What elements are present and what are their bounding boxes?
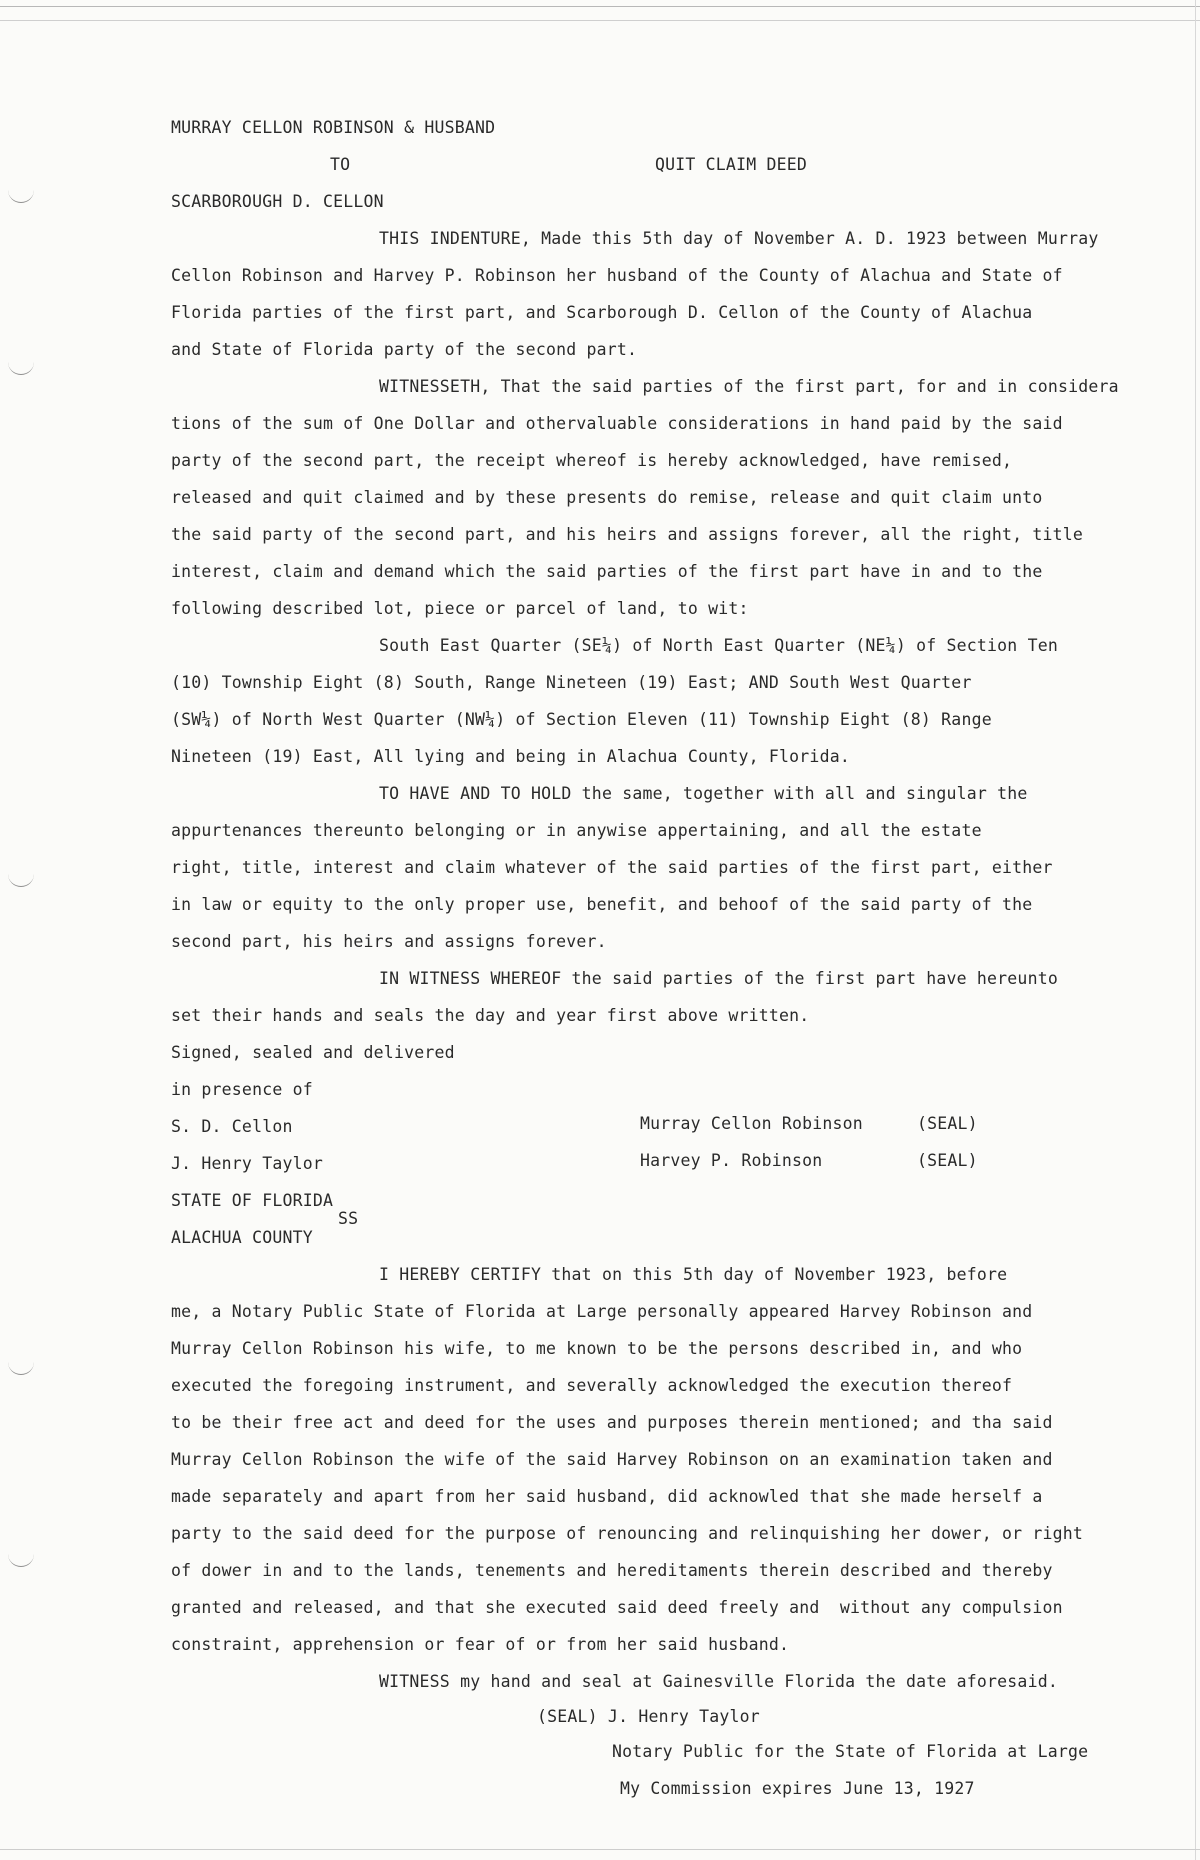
page-edge [1195, 0, 1196, 1860]
indenture-line: Florida parties of the first part, and Scarborough D. Cellon of the County of Alachua [171, 303, 1033, 322]
witness-clause-line: IN WITNESS WHEREOF the said parties of the first part have hereunto [379, 969, 1058, 988]
notary-signature: (SEAL) J. Henry Taylor [537, 1707, 760, 1726]
venue-county: ALACHUA COUNTY [171, 1228, 313, 1247]
grantor-heading: MURRAY CELLON ROBINSON & HUSBAND [171, 118, 496, 137]
witnesseth-line: WITNESSETH, That the said parties of the first part, for and in considera [379, 377, 1119, 396]
indenture-line: THIS INDENTURE, Made this 5th day of November A. D. 1923 between Murray [379, 229, 1099, 248]
witnesseth-line: following described lot, piece or parcel of land, to wit: [171, 599, 749, 618]
habendum-line: appurtenances thereunto belonging or in anywise appertaining, and all the estate [171, 821, 982, 840]
certificate-line: made separately and apart from her said husband, did acknowled that she made herself a [171, 1487, 1043, 1506]
indenture-line: and State of Florida party of the second part. [171, 340, 638, 359]
certificate-line: constraint, apprehension or fear of or from her said husband. [171, 1635, 790, 1654]
certificate-line: WITNESS my hand and seal at Gainesville Florida the date aforesaid. [379, 1672, 1058, 1691]
witnesseth-line: the said party of the second part, and his heirs and assigns forever, all the right, title [171, 525, 1084, 544]
land-description-line: Nineteen (19) East, All lying and being in Alachua County, Florida. [171, 747, 850, 766]
document-title: QUIT CLAIM DEED [655, 155, 808, 174]
signing-note: Signed, sealed and delivered [171, 1043, 455, 1062]
certificate-line: granted and released, and that she executed said deed freely and without any compulsion [171, 1598, 1063, 1617]
venue-ss: SS [338, 1209, 359, 1228]
witness-name: S. D. Cellon [171, 1117, 293, 1136]
witness-clause-line: set their hands and seals the day and year first above written. [171, 1006, 810, 1025]
top-rule [0, 6, 1200, 7]
witnesseth-line: released and quit claimed and by these presents do remise, release and quit claim unto [171, 488, 1043, 507]
notary-commission: My Commission expires June 13, 1927 [620, 1779, 975, 1798]
indenture-line: Cellon Robinson and Harvey P. Robinson her husband of the County of Alachua and State of [171, 266, 1063, 285]
certificate-line: party to the said deed for the purpose of renouncing and relinquishing her dower, or right [171, 1524, 1084, 1543]
punch-hole-mark [8, 1360, 34, 1375]
venue-state: STATE OF FLORIDA [171, 1191, 334, 1210]
certificate-line: of dower in and to the lands, tenements and hereditaments therein described and thereby [171, 1561, 1053, 1580]
certificate-line: I HEREBY CERTIFY that on this 5th day of November 1923, before [379, 1265, 1008, 1284]
seal-label: (SEAL) [917, 1151, 978, 1170]
signer-name: Murray Cellon Robinson [640, 1114, 863, 1133]
punch-hole-mark [8, 360, 34, 375]
bottom-rule [0, 1849, 1200, 1850]
certificate-line: to be their free act and deed for the uses and purposes therein mentioned; and tha said [171, 1413, 1053, 1432]
notary-title: Notary Public for the State of Florida at Large [612, 1742, 1089, 1761]
punch-hole-mark [8, 1552, 34, 1567]
top-rule-faint [0, 20, 1200, 21]
witnesseth-line: party of the second part, the receipt whereof is hereby acknowledged, have remised, [171, 451, 1013, 470]
habendum-line: second part, his heirs and assigns forever. [171, 932, 607, 951]
witness-name: J. Henry Taylor [171, 1154, 324, 1173]
habendum-line: in law or equity to the only proper use, benefit, and behoof of the said party of the [171, 895, 1033, 914]
grantee-heading: SCARBOROUGH D. CELLON [171, 192, 384, 211]
land-description-line: South East Quarter (SE¼) of North East Quarter (NE¼) of Section Ten [379, 636, 1058, 655]
land-description-line: (10) Township Eight (8) South, Range Nineteen (19) East; AND South West Quarter [171, 673, 972, 692]
signer-name: Harvey P. Robinson [640, 1151, 823, 1170]
certificate-line: me, a Notary Public State of Florida at Large personally appeared Harvey Robinson and [171, 1302, 1033, 1321]
signing-note: in presence of [171, 1080, 313, 1099]
witnesseth-line: tions of the sum of One Dollar and othervaluable considerations in hand paid by the said [171, 414, 1063, 433]
certificate-line: executed the foregoing instrument, and severally acknowledged the execution thereof [171, 1376, 1013, 1395]
witnesseth-line: interest, claim and demand which the said parties of the first part have in and to the [171, 562, 1043, 581]
seal-label: (SEAL) [917, 1114, 978, 1133]
punch-hole-mark [8, 188, 34, 203]
punch-hole-mark [8, 872, 34, 887]
to-heading: TO [330, 155, 351, 174]
certificate-line: Murray Cellon Robinson his wife, to me known to be the persons described in, and who [171, 1339, 1023, 1358]
habendum-line: right, title, interest and claim whatever of the said parties of the first part, either [171, 858, 1053, 877]
land-description-line: (SW¼) of North West Quarter (NW¼) of Section Eleven (11) Township Eight (8) Range [171, 710, 992, 729]
certificate-line: Murray Cellon Robinson the wife of the said Harvey Robinson on an examination taken and [171, 1450, 1053, 1469]
habendum-line: TO HAVE AND TO HOLD the same, together with all and singular the [379, 784, 1028, 803]
